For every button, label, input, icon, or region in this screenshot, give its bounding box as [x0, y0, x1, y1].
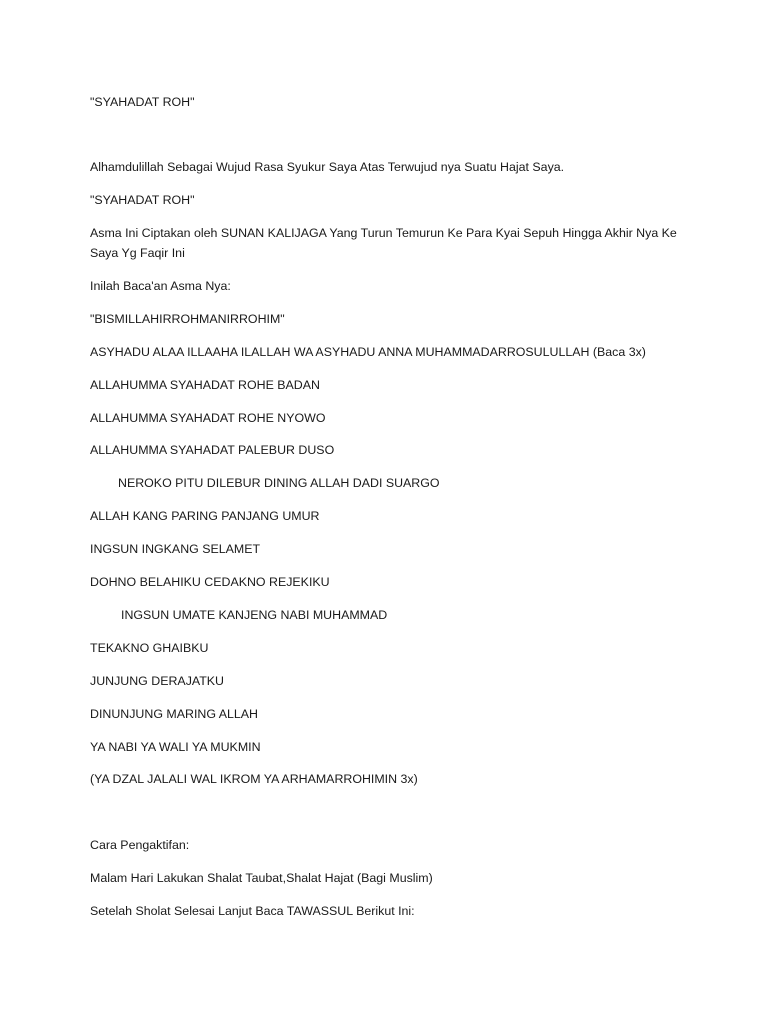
activation-step-2: Setelah Sholat Selesai Lanjut Baca TAWASSUL Berikut Ini:	[90, 904, 415, 918]
verse-line: TEKAKNO GHAIBKU	[90, 641, 209, 655]
verse-line: ASYHADU ALAA ILLAAHA ILALLAH WA ASYHADU ANNA MUHAMMADARROSULULLAH (Baca 3x)	[90, 345, 646, 359]
verse-line: INGSUN INGKANG SELAMET	[90, 542, 261, 556]
activation-heading: Cara Pengaktifan:	[90, 838, 190, 852]
verse-line-indented: INGSUN UMATE KANJENG NABI MUHAMMAD	[121, 608, 388, 622]
verse-line: (YA DZAL JALALI WAL IKROM YA ARHAMARROHIMIN 3x)	[90, 772, 418, 786]
verse-line: DINUNJUNG MARING ALLAH	[90, 707, 258, 721]
intro-paragraph: Alhamdulillah Sebagai Wujud Rasa Syukur Saya Atas Terwujud nya Suatu Hajat Saya.	[90, 160, 565, 174]
verse-line: ALLAHUMMA SYAHADAT PALEBUR DUSO	[90, 443, 335, 457]
verse-line: ALLAH KANG PARING PANJANG UMUR	[90, 509, 320, 523]
verse-line: ALLAHUMMA SYAHADAT ROHE BADAN	[90, 378, 320, 392]
verse-line: "BISMILLAHIRROHMANIRROHIM"	[90, 312, 285, 326]
activation-step-1: Malam Hari Lakukan Shalat Taubat,Shalat Hajat (Bagi Muslim)	[90, 871, 433, 885]
verse-line: ALLAHUMMA SYAHADAT ROHE NYOWO	[90, 411, 326, 425]
document-title-repeat: "SYAHADAT ROH"	[90, 193, 195, 207]
verse-line: YA NABI YA WALI YA MUKMIN	[90, 740, 261, 754]
origin-paragraph-line-1: Asma Ini Ciptakan oleh SUNAN KALIJAGA Yang Turun Temurun Ke Para Kyai Sepuh Hingga Akhir Nya Ke	[90, 226, 677, 240]
verse-line: DOHNO BELAHIKU CEDAKNO REJEKIKU	[90, 575, 330, 589]
origin-paragraph-line-2: Saya Yg Faqir Ini	[90, 246, 185, 260]
verse-line: JUNJUNG DERAJATKU	[90, 674, 225, 688]
verse-line-indented: NEROKO PITU DILEBUR DINING ALLAH DADI SUARGO	[118, 476, 440, 490]
document-title: "SYAHADAT ROH"	[90, 95, 195, 109]
reading-intro: Inilah Baca'an Asma Nya:	[90, 279, 231, 293]
